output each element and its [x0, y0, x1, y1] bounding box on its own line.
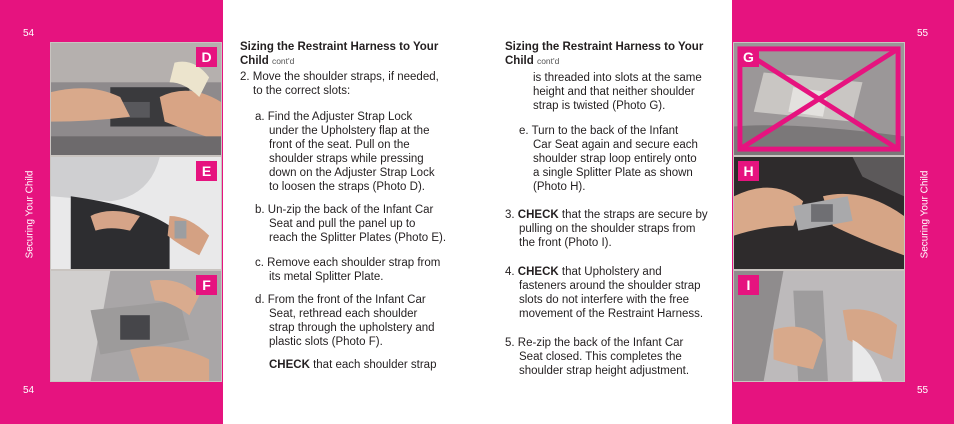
section-heading-left: Sizing the Restraint Harness to Your Child cont'd	[240, 41, 439, 67]
step-b: b. Un-zip the back of the Infant Car Seat and pull the panel up to reach the Splitter Plates (Photo E).	[255, 204, 447, 244]
column-left	[240, 40, 460, 68]
check-strap-line: CHECK that each shoulder strap	[269, 359, 437, 371]
page-number-top-left: 54	[23, 28, 35, 39]
step-a: a. Find the Adjuster Strap Lock under the Upholstery flap at the front of the seat. Pull on the shoulder straps while pressing down on the Adjuster Strap Lock to loosen the straps (Photo D).	[255, 111, 435, 193]
step-d: d. From the front of the Infant Car Seat, rethread each shoulder strap through the upholstery and plastic slots (Photo F).	[255, 294, 435, 348]
photo-f	[50, 270, 222, 382]
page-number-bottom-right: 55	[917, 385, 929, 396]
page-number-top-right: 55	[917, 28, 929, 39]
item-4: 4. CHECK that Upholstery and fasteners around the shoulder strap slots do not interfere with the free movement of the Restraint Harness.	[505, 266, 704, 320]
photo-h-tag: H	[738, 161, 759, 181]
photo-g	[733, 42, 905, 156]
item-5: 5. Re-zip the back of the Infant Car Seat closed. This completes the shoulder strap height adjustment.	[505, 337, 690, 377]
side-label-right: Securing Your Child	[919, 170, 931, 259]
section-heading-right: Sizing the Restraint Harness to Your Child cont'd	[505, 41, 704, 67]
item-2-intro: 2. Move the shoulder straps, if needed, to the correct slots:	[240, 71, 439, 97]
step-c: c. Remove each shoulder strap from its metal Splitter Plate.	[255, 257, 441, 283]
item-3: 3. CHECK that the straps are secure by pulling on the shoulder straps from the front (Photo I).	[505, 209, 708, 249]
continued-text: is threaded into slots at the same height and that neither shoulder strap is twisted (Photo G).	[533, 72, 702, 112]
photo-i-tag: I	[738, 275, 759, 295]
side-label-left: Securing Your Child	[24, 170, 36, 259]
photo-e	[50, 156, 222, 270]
page-number-bottom-left: 54	[23, 385, 35, 396]
photo-d-tag: D	[196, 47, 217, 67]
photo-h	[733, 156, 905, 270]
step-e: e. Turn to the back of the Infant Car Seat again and secure each shoulder strap loop entirely onto a single Splitter Plate as shown (Photo H).	[519, 125, 698, 193]
column-right	[505, 40, 725, 68]
photo-g-tag: G	[738, 47, 759, 67]
photo-i	[733, 270, 905, 382]
photo-d	[50, 42, 222, 156]
photo-e-tag: E	[196, 161, 217, 181]
photo-f-tag: F	[196, 275, 217, 295]
